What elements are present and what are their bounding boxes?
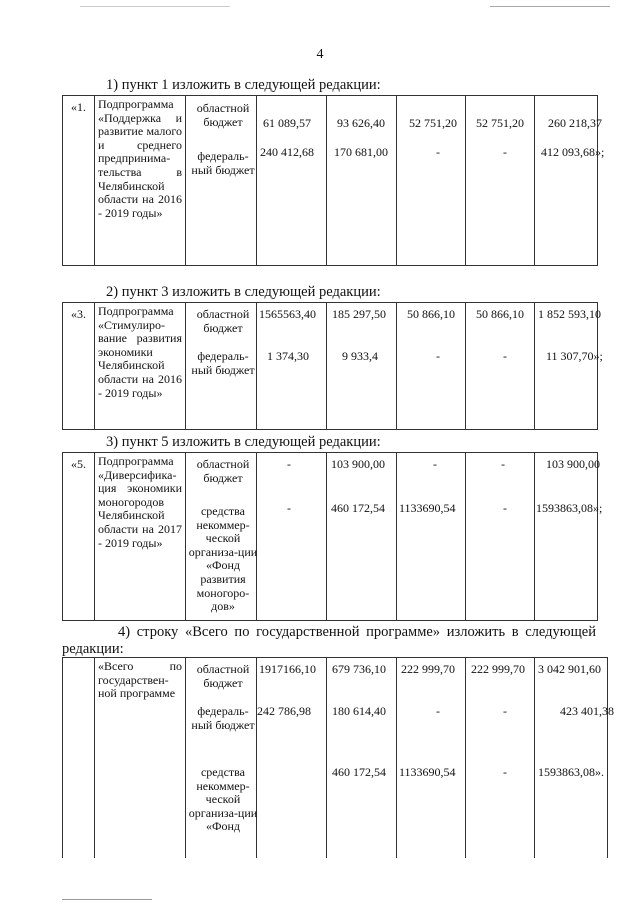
item1-name: Подпрограмма «Поддержка и развитие малого и среднего предпринима-тельства в Челябинской области на 2016 - 2019 годы» [95,96,186,265]
item1-s1-v1: 61 089,57 [263,116,311,130]
item3-s1-v3: - [433,457,437,471]
item2-heading: 2) пункт 3 изложить в следующей редакции: [106,284,381,300]
item1-s2-v3: - [436,145,440,159]
item2-s1-v4: 50 866,10 [476,307,524,321]
item1-source-1-label: областной бюджет [196,101,250,129]
item3-s1-v5: 103 900,00 [546,457,600,471]
item2-s2-v3: - [436,349,440,363]
item1-s1-v2: 93 626,40 [337,116,385,130]
item1-s1-v3: 52 751,20 [409,116,457,130]
item4-s1-v3: 222 999,70 [401,662,455,676]
item2-number: «3. [62,303,95,429]
item3-s2-v1: - [287,501,291,515]
page-number: 4 [316,47,324,62]
item4-s1-v1: 1917166,10 [259,662,316,676]
item4-source-3-label: средства некоммер-ческой организа-ции «Фонд [188,765,258,834]
item4-s1-v2: 679 736,10 [332,662,386,676]
item3-s1-v4: - [501,457,505,471]
item1-s2-v5: 412 093,68»; [541,145,605,159]
item4-number [62,658,95,858]
item4-s3-v5: 1593863,08». [538,765,604,779]
item2-source-2-label: федераль-ный бюджет [191,349,255,377]
item1-s2-v2: 170 681,00 [334,145,388,159]
item4-s2-v2: 180 614,40 [332,704,386,718]
item3-row [62,452,598,621]
item3-s1-v1: - [287,457,291,471]
item3-s2-v4: - [503,501,507,515]
item2-source-1-label: областной бюджет [196,307,250,335]
item4-s3-v4: - [503,765,507,779]
item1-s2-v1: 240 412,68 [260,145,314,159]
item4-name: «Всего по государствен-ной программе [95,658,186,858]
item1-s2-v4: - [503,145,507,159]
item4-s2-v1: 242 786,98 [257,704,311,718]
item1-s1-v4: 52 751,20 [476,116,524,130]
item4-s3-v2: 460 172,54 [332,765,386,779]
item2-s2-v4: - [503,349,507,363]
item3-s2-v5: 1593863,08»; [536,501,603,515]
item3-s2-v3: 1133690,54 [399,501,456,515]
item4-source-1-label: областной бюджет [196,662,250,690]
item3-source-1-label: областной бюджет [196,457,250,485]
scan-mark-bottom [62,899,152,900]
item3-s2-v2: 460 172,54 [331,501,385,515]
item3-name: Подпрограмма «Диверсифика-ция экономики моногородов Челябинской области на 2017 - 2019 годы» [95,453,186,620]
item3-heading: 3) пункт 5 изложить в следующей редакции: [106,434,381,450]
item2-s1-v1: 1565563,40 [259,307,316,321]
item2-s1-v3: 50 866,10 [407,307,455,321]
item2-s1-v2: 185 297,50 [332,307,386,321]
item1-number: «1. [62,96,95,265]
item3-number: «5. [62,453,95,620]
item2-s1-v5: 1 852 593,10 [538,307,601,321]
item2-name: Подпрограмма «Стимулиро-вание развития экономики Челябинской области на 2016 - 2019 годы» [95,303,186,429]
item1-heading: 1) пункт 1 изложить в следующей редакции: [106,77,381,93]
item4-s1-v5: 3 042 901,60 [538,662,601,676]
item4-s1-v4: 222 999,70 [471,662,525,676]
item3-s1-v2: 103 900,00 [331,457,385,471]
item2-s2-v1: 1 374,30 [267,349,309,363]
item2-s2-v5: 11 307,70»; [546,349,603,363]
item4-source-2-label: федераль-ный бюджет [191,704,255,732]
item1-s1-v5: 260 218,37 [548,116,602,130]
item4-row [62,657,608,858]
item3-source-2-label: средства некоммер-ческой организа-ции «Фонд развития моногоро-дов» [188,504,258,614]
scan-mark-top [80,6,230,7]
item1-source-2-label: федераль-ный бюджет [191,149,255,177]
scan-mark-top-right [490,6,610,7]
item4-s3-v3: 1133690,54 [399,765,456,779]
item4-s2-v3: - [436,704,440,718]
item4-heading: 4) строку «Всего по государственной программе» изложить в следующей редакции: [62,624,596,657]
item4-s2-v4: - [503,704,507,718]
item2-s2-v2: 9 933,4 [342,349,378,363]
item4-s2-v5: 423 401,38 [560,704,614,718]
